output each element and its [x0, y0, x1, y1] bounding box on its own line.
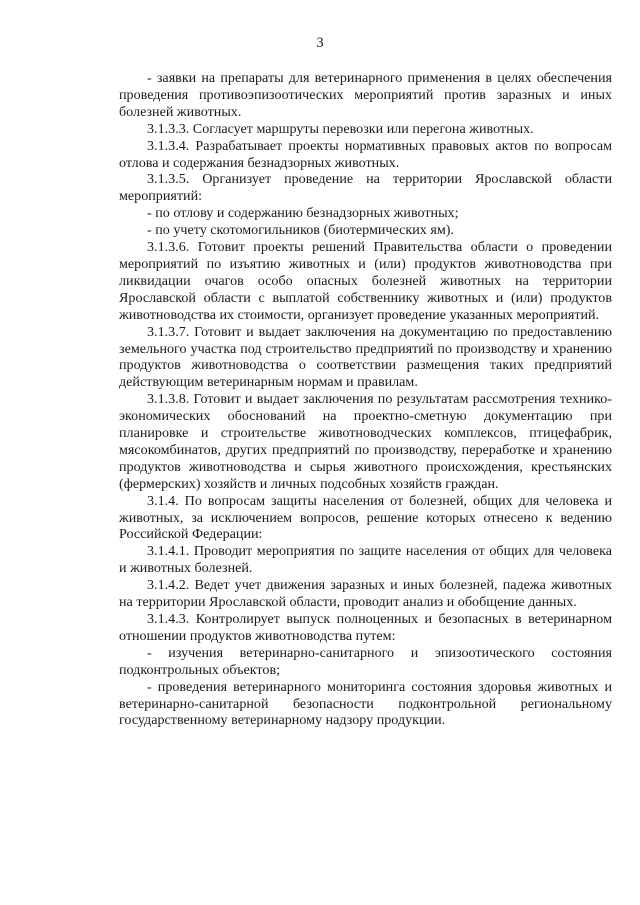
- paragraph-applications: - заявки на препараты для ветеринарного применения в целях обеспечения проведения противоэпизоотических мероприятий против заразных и иных болезней животных.: [119, 70, 612, 120]
- paragraph-3-1-3-7: 3.1.3.7. Готовит и выдает заключения на документацию по предоставлению земельного участка под строительство предприятий по производству и хранению продуктов животноводства о соответствии размещения таких предприятий действующим ветеринарным нормам и правилам.: [119, 323, 612, 391]
- list-item-monitoring: - проведения ветеринарного мониторинга состояния здоровья животных и ветеринарно-санитарной безопасности подконтрольной региональному государственному ветеринарному надзору продукции.: [119, 678, 612, 729]
- list-item-stray-animals: - по отлову и содержанию безнадзорных животных;: [147, 205, 459, 222]
- document-body: [119, 70, 612, 729]
- paragraph-3-1-4: 3.1.4. По вопросам защиты населения от болезней, общих для человека и животных, за исключением вопросов, решение которых отнесено к ведению Российской Федерации:: [119, 492, 612, 543]
- paragraph-3-1-3-5: 3.1.3.5. Организует проведение на территории Ярославской области мероприятий:: [119, 171, 612, 205]
- paragraph-3-1-4-2: 3.1.4.2. Ведет учет движения заразных и иных болезней, падежа животных на территории Ярославской области, проводит анализ и обобщение данных.: [119, 577, 612, 611]
- paragraph-3-1-4-1: 3.1.4.1. Проводит мероприятия по защите населения от общих для человека и животных болезней.: [119, 543, 612, 577]
- page-number: 3: [316, 35, 324, 51]
- list-item-burial-grounds: - по учету скотомогильников (биотермических ям).: [147, 222, 454, 239]
- paragraph-3-1-3-3: 3.1.3.3. Согласует маршруты перевозки или перегона животных.: [147, 120, 534, 137]
- paragraph-3-1-3-6: 3.1.3.6. Готовит проекты решений Правительства области о проведении мероприятий по изъятию животных и (или) продуктов животноводства при ликвидации очагов особо опасных болезней животных на территории Ярославской области с выплатой собственнику животных и (или) продуктов животноводства их стоимости, организует проведение указанных мероприятий.: [119, 239, 612, 323]
- paragraph-3-1-4-3: 3.1.4.3. Контролирует выпуск полноценных и безопасных в ветеринарном отношении продуктов животноводства путем:: [119, 611, 612, 644]
- paragraph-3-1-3-4: 3.1.3.4. Разрабатывает проекты нормативных правовых актов по вопросам отлова и содержания безнадзорных животных.: [119, 137, 612, 171]
- paragraph-3-1-3-8: 3.1.3.8. Готовит и выдает заключения по результатам рассмотрения технико-экономических обоснований на проектно-сметную документацию при планировке и строительстве животноводческих комплексов, птицефабрик, мясокомбинатов, других предприятий по производству, переработке и хранению продуктов животноводства и сырья животного происхождения, крестьянских (фермерских) хозяйств и личных подсобных хозяйств граждан.: [119, 391, 612, 492]
- list-item-inspection: - изучения ветеринарно-санитарного и эпизоотического состояния подконтрольных объектов;: [119, 644, 612, 678]
